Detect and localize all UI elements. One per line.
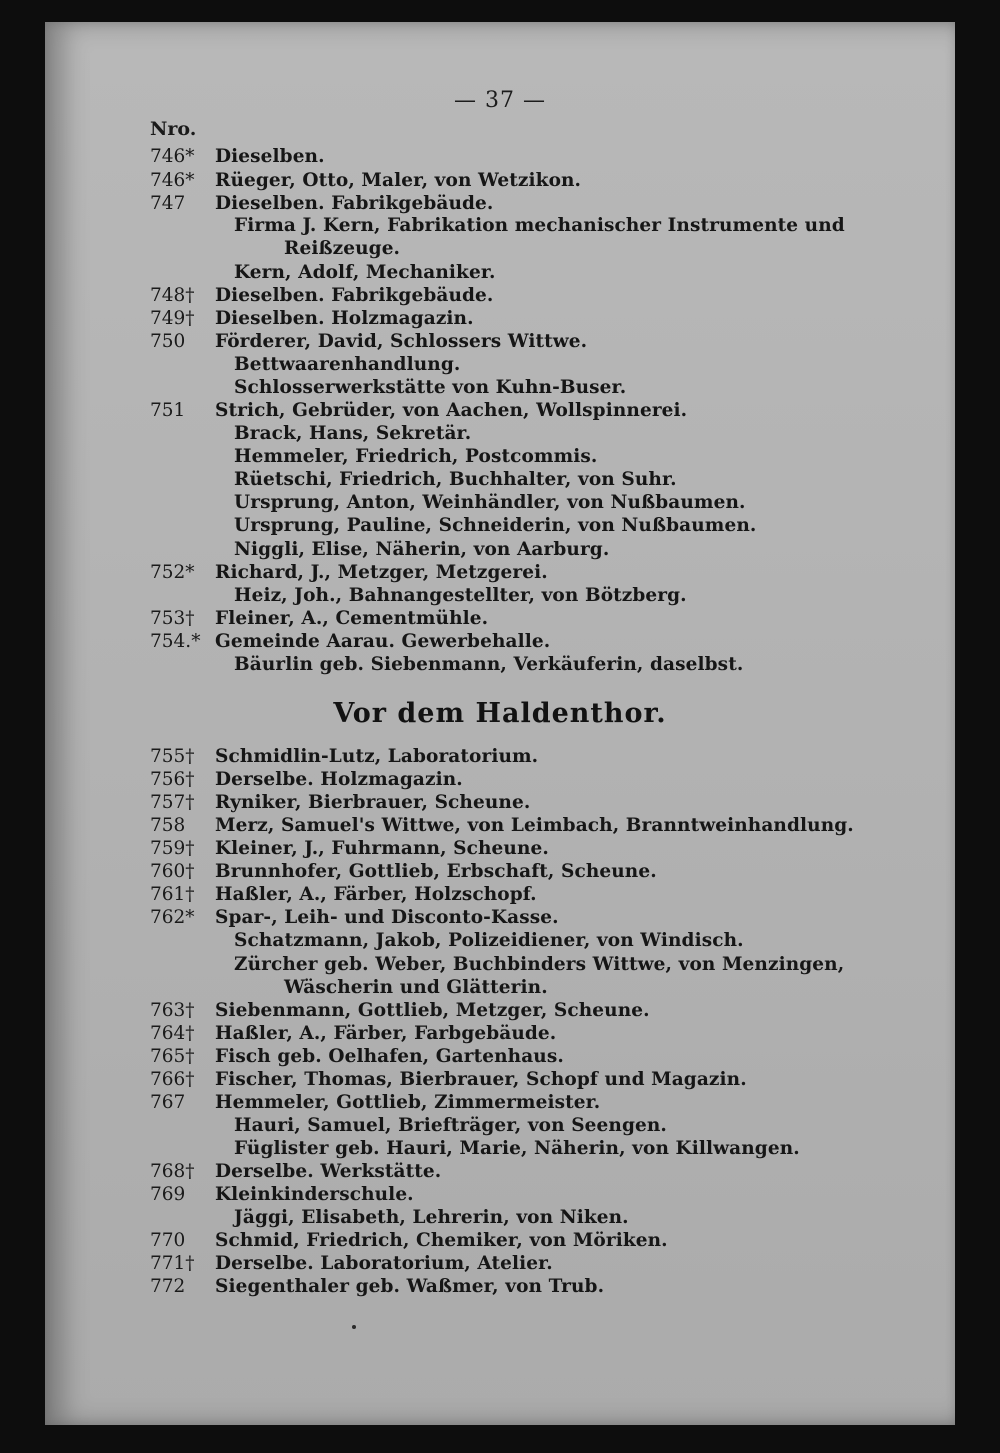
entry-row bbox=[0, 214, 1000, 237]
entry-row bbox=[0, 745, 1000, 768]
entry-text: Niggli, Elise, Näherin, von Aarburg. bbox=[234, 539, 610, 560]
entry-number: 760† bbox=[150, 861, 195, 882]
entry-number: 746* bbox=[150, 146, 195, 167]
entry-text: Brack, Hans, Sekretär. bbox=[234, 423, 472, 444]
entry-text: Brunnhofer, Gottlieb, Erbschaft, Scheune. bbox=[215, 861, 657, 882]
entry-text: Spar-, Leih- und Disconto-Kasse. bbox=[215, 907, 559, 928]
entry-row bbox=[0, 1022, 1000, 1045]
entry-number: 748† bbox=[150, 285, 195, 306]
entry-number: 756† bbox=[150, 769, 195, 790]
entry-text: Hauri, Samuel, Briefträger, von Seengen. bbox=[234, 1115, 667, 1136]
entry-row bbox=[0, 929, 1000, 952]
entry-number: 751 bbox=[150, 400, 186, 421]
entry-number: 753† bbox=[150, 608, 195, 629]
entry-text: Ursprung, Anton, Weinhändler, von Nußbaumen. bbox=[234, 492, 746, 513]
entry-row bbox=[0, 814, 1000, 837]
entry-row bbox=[0, 1275, 1000, 1298]
entry-text: Heiz, Joh., Bahnangestellter, von Bötzberg. bbox=[234, 585, 687, 606]
entry-number: 758 bbox=[150, 815, 186, 836]
entry-text: Ryniker, Bierbrauer, Scheune. bbox=[215, 792, 531, 813]
entry-text: Rüetschi, Friedrich, Buchhalter, von Suhr. bbox=[234, 469, 677, 490]
entry-number: 746* bbox=[150, 170, 195, 191]
entry-row bbox=[0, 906, 1000, 929]
entry-number: 767 bbox=[150, 1092, 186, 1113]
entry-text: Richard, J., Metzger, Metzgerei. bbox=[215, 562, 548, 583]
entry-text: Hemmeler, Friedrich, Postcommis. bbox=[234, 446, 598, 467]
entry-text: Kern, Adolf, Mechaniker. bbox=[234, 262, 496, 283]
entry-text: Dieselben. bbox=[215, 146, 325, 167]
entry-text: Firma J. Kern, Fabrikation mechanischer Instrumente und bbox=[234, 215, 845, 236]
entry-text: Fischer, Thomas, Bierbrauer, Schopf und Magazin. bbox=[215, 1069, 747, 1090]
entry-row bbox=[0, 1068, 1000, 1091]
entry-row bbox=[0, 399, 1000, 422]
entry-text: Zürcher geb. Weber, Buchbinders Wittwe, von Menzingen, bbox=[234, 954, 845, 975]
entry-text: Dieselben. Fabrikgebäude. bbox=[215, 285, 494, 306]
entry-text: Kleiner, J., Fuhrmann, Scheune. bbox=[215, 838, 549, 859]
entry-row bbox=[0, 192, 1000, 215]
entry-text: Förderer, David, Schlossers Wittwe. bbox=[215, 331, 588, 352]
entry-row bbox=[0, 860, 1000, 883]
entry-text: Haßler, A., Färber, Holzschopf. bbox=[215, 884, 537, 905]
entry-number: 761† bbox=[150, 884, 195, 905]
entry-number: 763† bbox=[150, 1000, 195, 1021]
entry-number: 755† bbox=[150, 746, 195, 767]
entry-row bbox=[0, 422, 1000, 445]
entry-text: Hemmeler, Gottlieb, Zimmermeister. bbox=[215, 1092, 601, 1113]
entry-number: 770 bbox=[150, 1230, 186, 1251]
entry-text: Kleinkinderschule. bbox=[215, 1184, 414, 1205]
entry-text: Schmid, Friedrich, Chemiker, von Möriken. bbox=[215, 1230, 668, 1251]
entry-row bbox=[0, 1229, 1000, 1252]
entry-row bbox=[0, 630, 1000, 653]
entry-row bbox=[0, 169, 1000, 192]
entry-text: Gemeinde Aarau. Gewerbehalle. bbox=[215, 631, 551, 652]
entry-row bbox=[0, 999, 1000, 1022]
entry-row bbox=[0, 561, 1000, 584]
entry-number: 762* bbox=[150, 907, 195, 928]
entry-row bbox=[0, 976, 1000, 999]
entry-text: Derselbe. Laboratorium, Atelier. bbox=[215, 1253, 553, 1274]
entry-row bbox=[0, 768, 1000, 791]
entry-row bbox=[0, 1114, 1000, 1137]
entry-row bbox=[0, 538, 1000, 561]
entry-row bbox=[0, 376, 1000, 399]
entry-text: Füglister geb. Hauri, Marie, Näherin, von Killwangen. bbox=[234, 1138, 800, 1159]
entry-text: Merz, Samuel's Wittwe, von Leimbach, Branntweinhandlung. bbox=[215, 815, 854, 836]
entry-text: Bäurlin geb. Siebenmann, Verkäuferin, daselbst. bbox=[234, 654, 744, 675]
entry-text: Ursprung, Pauline, Schneiderin, von Nußbaumen. bbox=[234, 515, 757, 536]
entry-number: 750 bbox=[150, 331, 186, 352]
entry-row bbox=[0, 353, 1000, 376]
entry-row bbox=[0, 445, 1000, 468]
page-number: — 37 — bbox=[454, 88, 546, 113]
entry-text: Wäscherin und Glätterin. bbox=[284, 977, 548, 998]
entry-row bbox=[0, 330, 1000, 353]
entry-text: Haßler, A., Färber, Farbgebäude. bbox=[215, 1023, 557, 1044]
entry-row bbox=[0, 1160, 1000, 1183]
entry-row bbox=[0, 1137, 1000, 1160]
entry-text: Fisch geb. Oelhafen, Gartenhaus. bbox=[215, 1046, 564, 1067]
entry-row bbox=[0, 514, 1000, 537]
entry-row bbox=[0, 284, 1000, 307]
entry-text: Schmidlin-Lutz, Laboratorium. bbox=[215, 746, 539, 767]
entry-text: Rüeger, Otto, Maler, von Wetzikon. bbox=[215, 170, 582, 191]
entry-row bbox=[0, 584, 1000, 607]
entry-text: Bettwaarenhandlung. bbox=[234, 354, 461, 375]
entry-number: 747 bbox=[150, 193, 186, 214]
entry-number: 766† bbox=[150, 1069, 195, 1090]
entry-text: Fleiner, A., Cementmühle. bbox=[215, 608, 489, 629]
entry-row bbox=[0, 1183, 1000, 1206]
entry-text: Derselbe. Holzmagazin. bbox=[215, 769, 463, 790]
entry-text: Schatzmann, Jakob, Polizeidiener, von Windisch. bbox=[234, 930, 744, 951]
entry-row bbox=[0, 1206, 1000, 1229]
entry-number: 765† bbox=[150, 1046, 195, 1067]
entry-text: Strich, Gebrüder, von Aachen, Wollspinnerei. bbox=[215, 400, 688, 421]
entry-text: Schlosserwerkstätte von Kuhn-Buser. bbox=[234, 377, 627, 398]
section-heading: Vor dem Haldenthor. bbox=[333, 698, 667, 729]
entry-row bbox=[0, 837, 1000, 860]
entry-number: 768† bbox=[150, 1161, 195, 1182]
entry-text: Jäggi, Elisabeth, Lehrerin, von Niken. bbox=[234, 1207, 629, 1228]
entry-row bbox=[0, 953, 1000, 976]
entry-number: 757† bbox=[150, 792, 195, 813]
entry-row bbox=[0, 1045, 1000, 1068]
entry-text: Derselbe. Werkstätte. bbox=[215, 1161, 442, 1182]
entry-row bbox=[0, 883, 1000, 906]
entry-text: Reißzeuge. bbox=[284, 238, 401, 259]
entry-row bbox=[0, 653, 1000, 676]
entry-row bbox=[0, 237, 1000, 260]
entry-number: 754.* bbox=[150, 631, 201, 652]
entry-row bbox=[0, 491, 1000, 514]
entry-number: 759† bbox=[150, 838, 195, 859]
ink-speck bbox=[352, 1325, 356, 1329]
entry-text: Dieselben. Holzmagazin. bbox=[215, 308, 474, 329]
entry-number: 769 bbox=[150, 1184, 186, 1205]
entry-row bbox=[0, 261, 1000, 284]
entry-row bbox=[0, 1252, 1000, 1275]
entry-row bbox=[0, 791, 1000, 814]
entry-number: 749† bbox=[150, 308, 195, 329]
column-header: Nro. bbox=[150, 118, 197, 140]
entry-row bbox=[0, 607, 1000, 630]
entry-text: Siebenmann, Gottlieb, Metzger, Scheune. bbox=[215, 1000, 650, 1021]
entry-text: Dieselben. Fabrikgebäude. bbox=[215, 193, 494, 214]
entry-text: Siegenthaler geb. Waßmer, von Trub. bbox=[215, 1276, 605, 1297]
entry-row bbox=[0, 1091, 1000, 1114]
entry-row bbox=[0, 145, 1000, 168]
entry-number: 771† bbox=[150, 1253, 195, 1274]
entry-number: 772 bbox=[150, 1276, 186, 1297]
entry-number: 764† bbox=[150, 1023, 195, 1044]
entry-row bbox=[0, 468, 1000, 491]
entry-number: 752* bbox=[150, 562, 195, 583]
entry-row bbox=[0, 307, 1000, 330]
